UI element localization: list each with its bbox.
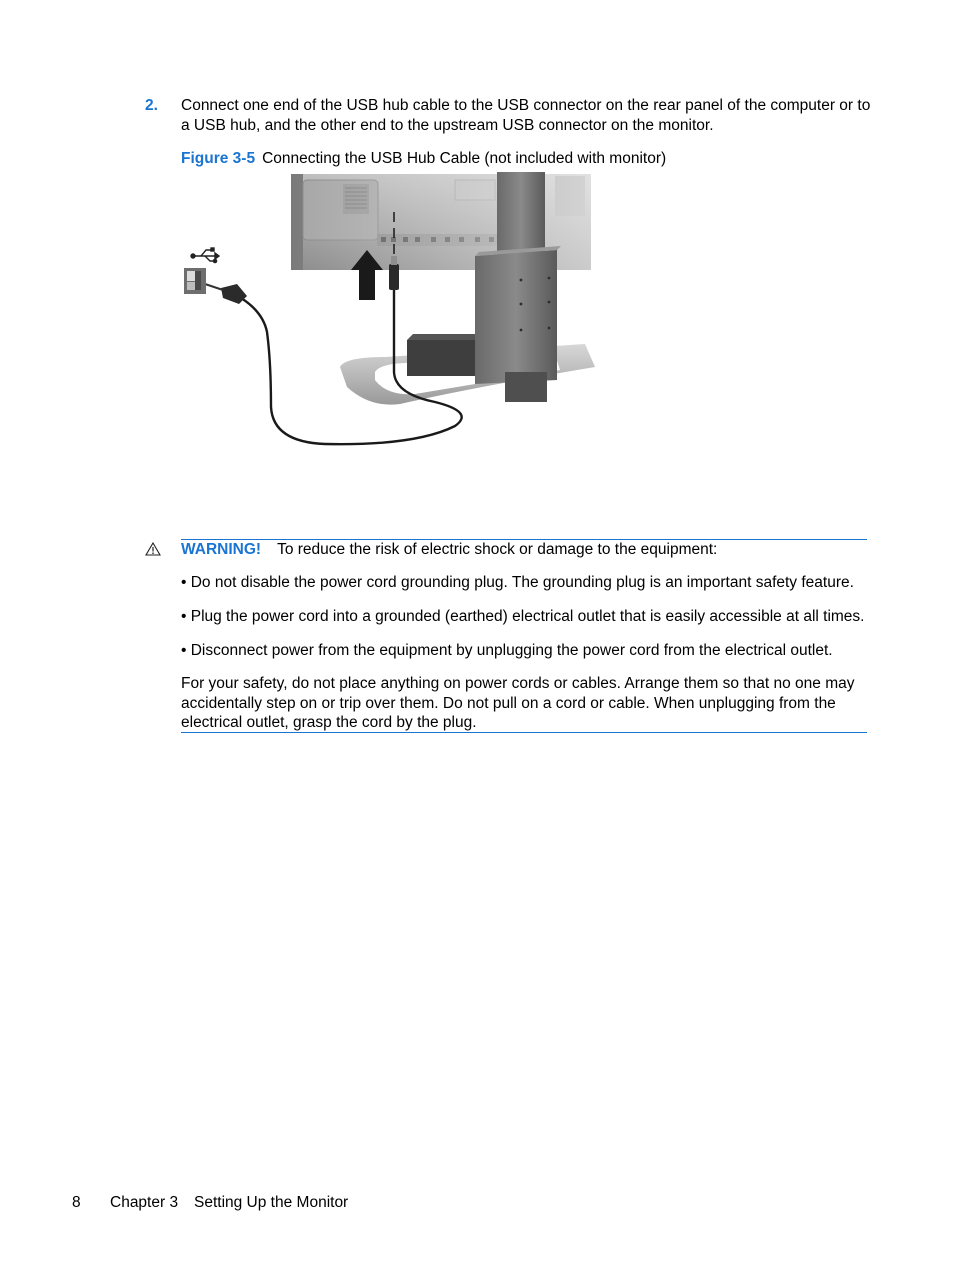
monitor-usb-diagram [175, 172, 605, 457]
figure-caption-text: Connecting the USB Hub Cable (not included with monitor) [262, 150, 667, 167]
warning-closing: For your safety, do not place anything on power cords or cables. Arrange them so that no one may accidentally step on or trip over them. Do not pull on a cord or cable. When unplugging from the electrical outlet, grasp the cord by the plug. [181, 675, 855, 731]
warning-bottom-rule [181, 732, 867, 733]
warning-bullet-2: • Plug the power cord into a grounded (earthed) electrical outlet that is easily accessible at all times. [181, 608, 865, 625]
warning-label: WARNING! [181, 541, 262, 558]
step-text: Connect one end of the USB hub cable to the USB connector on the rear panel of the computer or to a USB hub, and the other end to the upstream USB connector on the monitor. [181, 97, 871, 134]
figure-label: Figure 3-5 [181, 150, 256, 167]
warning-intro: To reduce the risk of electric shock or damage to the equipment: [277, 541, 718, 558]
figure-caption [181, 149, 666, 168]
warning-bullet-3: • Disconnect power from the equipment by unplugging the power cord from the electrical outlet. [181, 642, 833, 659]
page-number: 8 [72, 1194, 81, 1211]
usb-symbol-icon [191, 248, 219, 263]
computer-usb-port [184, 268, 206, 294]
warning-heading [181, 540, 717, 560]
step-number: 2. [145, 97, 158, 114]
warning-bullet-1: • Do not disable the power cord grounding plug. The grounding plug is an important safety feature. [181, 574, 854, 591]
warning-triangle-icon [145, 542, 161, 556]
usb-hub-cable-illustration [175, 172, 605, 457]
footer-chapter-title: Setting Up the Monitor [194, 1194, 349, 1211]
footer-chapter: Chapter 3 [110, 1194, 179, 1211]
